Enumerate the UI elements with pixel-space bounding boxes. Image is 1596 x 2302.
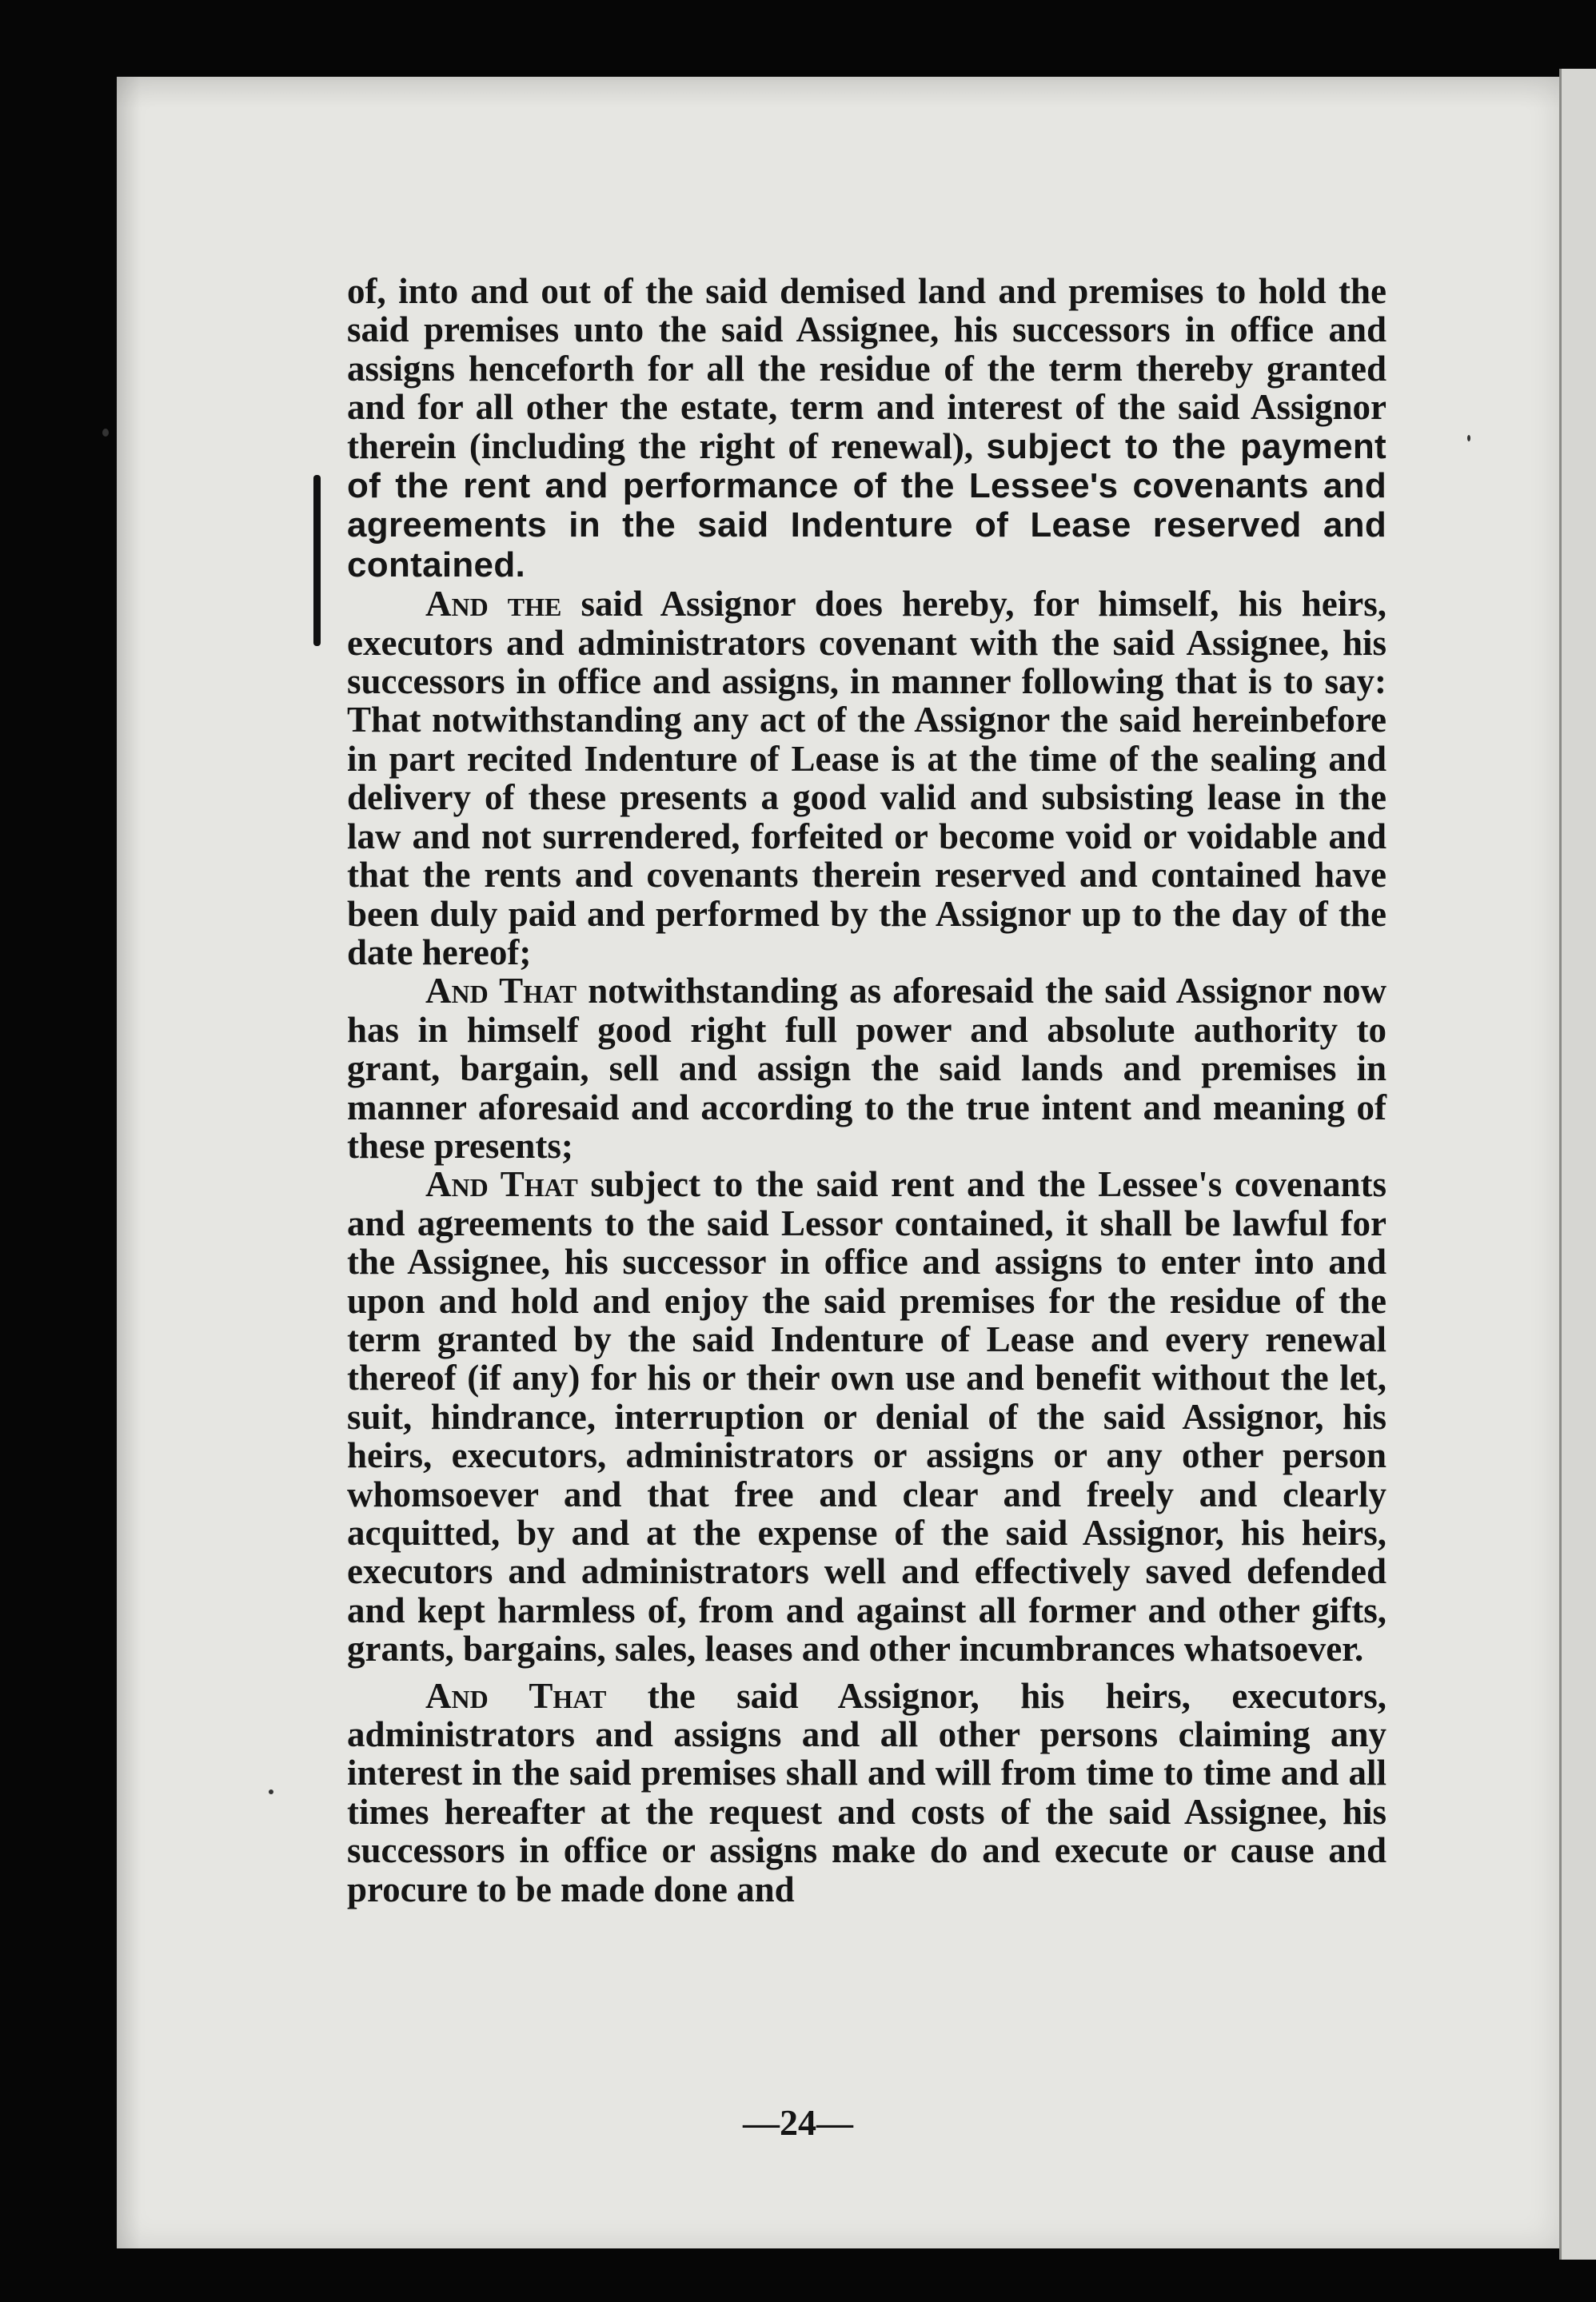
bold-clause: subject to the payment of the rent and performance of the Lessee's covenants and agreements in the said Indenture of Lease reserved and contained. <box>347 426 1387 584</box>
paragraph-text: said Assignor does hereby, for himself, his heirs, executors and administrators covenant with the said Assignee, his successors in office and assigns, in manner following that is to say: That notwithstanding any act of the Assignor the said hereinbefore in part recited Indenture of Lease is at the time of the sealing and delivery of these presents a good valid and subsisting lease in the law and not surrendered, forfeited or become void or voidable and that the rents and covenants therein reserved and contained have been duly paid and performed by the Assignor up to the day of the date hereof; <box>347 584 1387 972</box>
paragraph-opening <box>347 272 1387 584</box>
paragraph-text: of, into and out of the said demised land and premises to hold the said premises unto the said Assignee, his successors in office and assigns henceforth for all the residue of the term thereby granted and for all other the estate, term and interest of the said Assignor therein (including the right of renewal), <box>347 271 1387 466</box>
paragraph-authority <box>347 971 1387 1165</box>
paper-speck <box>269 1789 273 1794</box>
paper-speck <box>1467 435 1470 441</box>
paragraph-text: notwithstanding as aforesaid the said Assignor now has in himself good right full power and absolute authority to grant, bargain, sell and assign the said lands and premises in manner aforesaid and according to the true intent and meaning of these presents; <box>347 971 1387 1166</box>
paragraph-lead: And That <box>425 1675 607 1716</box>
facing-page-edge <box>1559 69 1596 2260</box>
page-number: —24— <box>743 2102 853 2143</box>
paragraph-further-assurance <box>347 1677 1387 1909</box>
paragraph-covenant <box>347 584 1387 971</box>
paragraph-quiet-enjoyment <box>347 1165 1387 1668</box>
paragraph-lead: And the <box>425 584 562 624</box>
paragraph-lead: And That <box>425 971 577 1011</box>
paper-speck <box>102 429 109 437</box>
paragraph-text: the said Assignor, his heirs, executors, administrators and assigns and all other persons claiming any interest in the said premises shall and will from time to time and all times hereafter at the request and costs of the said Assignee, his successors in office or assigns make do and execute or cause and procure to be made done and <box>347 1675 1387 1909</box>
paragraph-lead: And That <box>425 1164 578 1205</box>
paragraph-text: subject to the said rent and the Lessee's covenants and agreements to the said Lessor contained, it shall be lawful for the Assignee, his successor in office and assigns to enter into and upon and hold and enjoy the said premises for the residue of the term granted by the said Indenture of Lease and every renewal thereof (if any) for his or their own use and benefit without the let, suit, hindrance, interruption or denial of the said Assignor, his heirs, executors, administrators or assigns or any other person whomsoever and that free and clear and freely and clearly acquitted, by and at the expense of the said Assignor, his heirs, executors and administrators well and effectively saved defended and kept harmless of, from and against all former and other gifts, grants, bargains, sales, leases and other incumbrances whatsoever. <box>347 1164 1387 1670</box>
document-body <box>347 272 1387 1909</box>
margin-annotation-bar <box>313 475 321 646</box>
